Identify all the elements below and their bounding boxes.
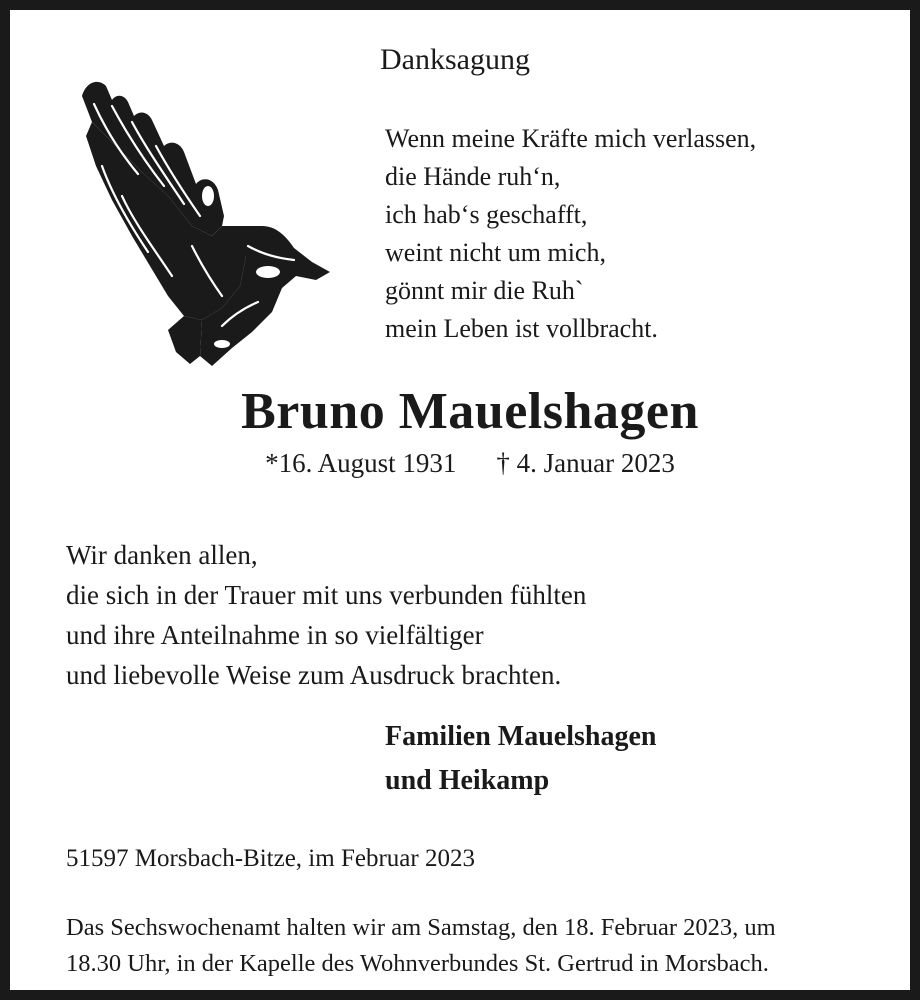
family-line: und Heikamp bbox=[385, 765, 550, 796]
thanks-text bbox=[66, 535, 586, 695]
deceased-name: Bruno Mauelshagen bbox=[241, 383, 699, 440]
place-date: 51597 Morsbach-Bitze, im Februar 2023 bbox=[66, 845, 475, 872]
birth-date: *16. August 1931 bbox=[265, 448, 457, 478]
poem-line: Wenn meine Kräfte mich verlassen, bbox=[385, 124, 757, 153]
thanks-line: und ihre Anteilnahme in so vielfältiger bbox=[66, 620, 484, 650]
poem-line: mein Leben ist vollbracht. bbox=[385, 314, 658, 343]
poem bbox=[385, 120, 756, 348]
service-line: Das Sechswochenamt halten wir am Samstag, den 18. Februar 2023, um bbox=[66, 914, 776, 941]
notice-heading: Danksagung bbox=[380, 43, 530, 76]
thanks-line: und liebevolle Weise zum Ausdruck brachten. bbox=[66, 660, 562, 690]
service-info bbox=[66, 910, 776, 982]
poem-line: ich hab‘s geschafft, bbox=[385, 200, 588, 229]
life-dates bbox=[10, 448, 920, 479]
family-line: Familien Mauelshagen bbox=[385, 721, 657, 752]
poem-line: die Hände ruh‘n, bbox=[385, 162, 561, 191]
poem-line: weint nicht um mich, bbox=[385, 238, 606, 267]
service-line: 18.30 Uhr, in der Kapelle des Wohnverbundes St. Gertrud in Morsbach. bbox=[66, 950, 769, 977]
death-date: † 4. Januar 2023 bbox=[496, 448, 675, 478]
thanks-line: Wir danken allen, bbox=[66, 540, 258, 570]
thanks-line: die sich in der Trauer mit uns verbunden fühlten bbox=[66, 580, 587, 610]
poem-line: gönnt mir die Ruh` bbox=[385, 276, 584, 305]
family-signature bbox=[385, 715, 656, 803]
praying-hands-icon bbox=[72, 76, 334, 372]
